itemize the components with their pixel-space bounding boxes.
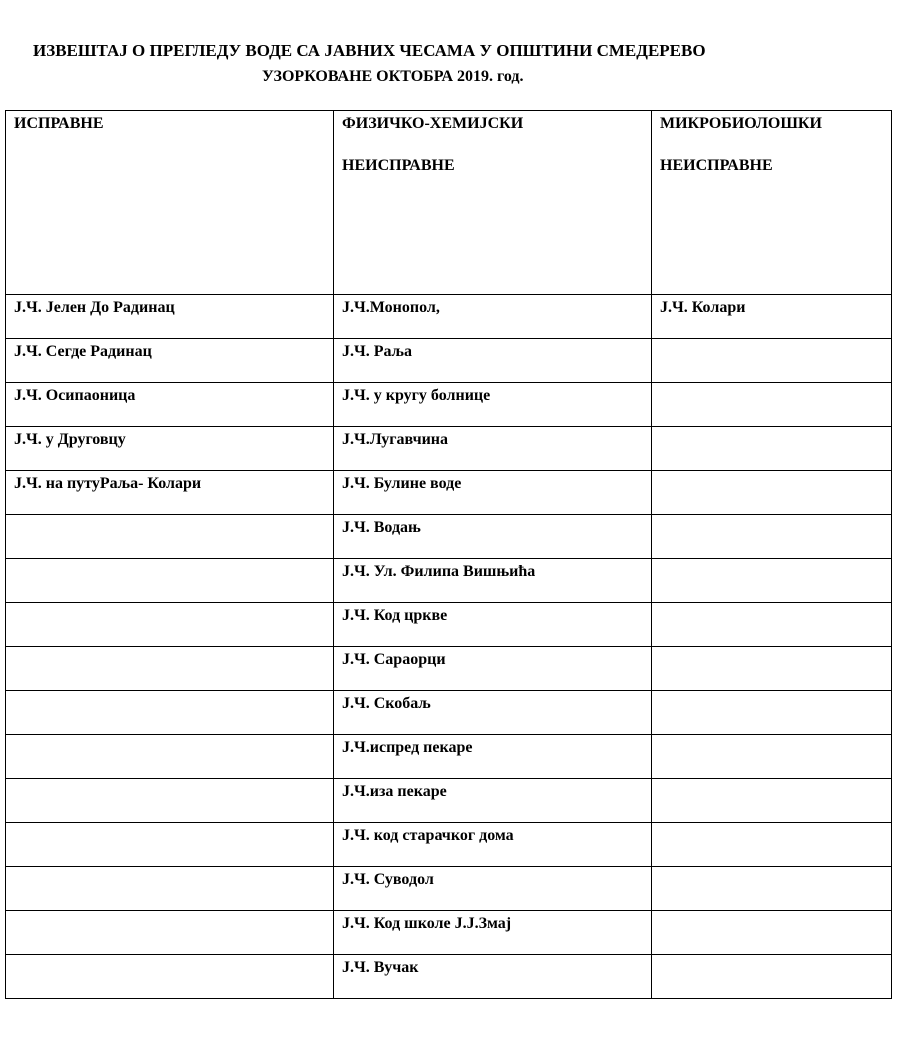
table-cell-mikrobioloski-neispravne (652, 735, 892, 779)
table-cell-fizicko-hemijski-neispravne: Ј.Ч. Вучак (334, 955, 652, 999)
header-row (6, 111, 892, 295)
table-row (6, 603, 892, 647)
table-cell-ispravne (6, 911, 334, 955)
table-cell-mikrobioloski-neispravne (652, 603, 892, 647)
table-cell-ispravne (6, 955, 334, 999)
table-cell-ispravne (6, 515, 334, 559)
table-row (6, 779, 892, 823)
table-cell-fizicko-hemijski-neispravne: Ј.Ч. код старачког дома (334, 823, 652, 867)
table-cell-ispravne (6, 647, 334, 691)
table-cell-ispravne: Ј.Ч. Јелен До Радинац (6, 295, 334, 339)
table-cell-fizicko-hemijski-neispravne: Ј.Ч. Булине воде (334, 471, 652, 515)
table-cell-ispravne (6, 823, 334, 867)
table-cell-fizicko-hemijski-neispravne: Ј.Ч. Ул. Филипа Вишњића (334, 559, 652, 603)
header-label: МИКРОБИОЛОШКИ (660, 115, 822, 132)
header-sublabel: НЕИСПРАВНЕ (342, 157, 455, 174)
table-cell-fizicko-hemijski-neispravne: Ј.Ч. Водањ (334, 515, 652, 559)
report-table-body (6, 111, 892, 999)
table-cell-mikrobioloski-neispravne (652, 955, 892, 999)
table-row (6, 559, 892, 603)
table-row (6, 867, 892, 911)
table-cell-ispravne: Ј.Ч. у Друговцу (6, 427, 334, 471)
table-row (6, 955, 892, 999)
header-cell-mikrobioloski (652, 111, 892, 295)
table-cell-fizicko-hemijski-neispravne: Ј.Ч. Раља (334, 339, 652, 383)
table-cell-mikrobioloski-neispravne (652, 515, 892, 559)
table-cell-mikrobioloski-neispravne: Ј.Ч. Колари (652, 295, 892, 339)
table-cell-fizicko-hemijski-neispravne: Ј.Ч. Скобаљ (334, 691, 652, 735)
table-cell-fizicko-hemijski-neispravne: Ј.Ч.Монопол, (334, 295, 652, 339)
table-cell-fizicko-hemijski-neispravne: Ј.Ч. Код цркве (334, 603, 652, 647)
table-cell-ispravne (6, 867, 334, 911)
table-cell-fizicko-hemijski-neispravne: Ј.Ч.Лугавчина (334, 427, 652, 471)
report-title-line-2: УЗОРКОВАНЕ ОКТОБРА 2019. год. (262, 68, 524, 85)
header-cell-ispravne (6, 111, 334, 295)
table-row (6, 647, 892, 691)
header-label: ИСПРАВНЕ (14, 115, 104, 132)
table-row (6, 911, 892, 955)
header-label: ФИЗИЧКО-ХЕМИЈСКИ (342, 115, 524, 132)
table-cell-fizicko-hemijski-neispravne: Ј.Ч. Суводол (334, 867, 652, 911)
table-row (6, 295, 892, 339)
table-cell-fizicko-hemijski-neispravne: Ј.Ч. Код школе Ј.Ј.Змај (334, 911, 652, 955)
table-cell-mikrobioloski-neispravne (652, 427, 892, 471)
table-row (6, 735, 892, 779)
table-cell-mikrobioloski-neispravne (652, 867, 892, 911)
table-cell-mikrobioloski-neispravne (652, 471, 892, 515)
fountains-report-table (5, 110, 892, 999)
table-row (6, 691, 892, 735)
table-cell-mikrobioloski-neispravne (652, 823, 892, 867)
table-cell-ispravne: Ј.Ч. на путуРаља- Колари (6, 471, 334, 515)
table-cell-fizicko-hemijski-neispravne: Ј.Ч.иза пекаре (334, 779, 652, 823)
table-cell-ispravne (6, 779, 334, 823)
table-cell-mikrobioloski-neispravne (652, 339, 892, 383)
table-cell-fizicko-hemijski-neispravne: Ј.Ч. Сараорци (334, 647, 652, 691)
header-cell-fizicko-hemijski (334, 111, 652, 295)
header-sublabel: НЕИСПРАВНЕ (660, 157, 773, 174)
table-cell-mikrobioloski-neispravne (652, 383, 892, 427)
table-row (6, 427, 892, 471)
table-row (6, 823, 892, 867)
table-cell-mikrobioloski-neispravne (652, 779, 892, 823)
table-cell-ispravne: Ј.Ч. Сегде Радинац (6, 339, 334, 383)
table-cell-mikrobioloski-neispravne (652, 911, 892, 955)
table-cell-fizicko-hemijski-neispravne: Ј.Ч.испред пекаре (334, 735, 652, 779)
table-cell-ispravne (6, 691, 334, 735)
table-row (6, 383, 892, 427)
table-row (6, 471, 892, 515)
table-cell-ispravne: Ј.Ч. Осипаоница (6, 383, 334, 427)
table-row (6, 339, 892, 383)
table-row (6, 515, 892, 559)
table-cell-ispravne (6, 735, 334, 779)
table-cell-ispravne (6, 559, 334, 603)
table-cell-ispravne (6, 603, 334, 647)
table-cell-mikrobioloski-neispravne (652, 559, 892, 603)
report-title-line-1: ИЗВЕШТАЈ О ПРЕГЛЕДУ ВОДЕ СА ЈАВНИХ ЧЕСАМА У ОПШТИНИ СМЕДЕРЕВО (33, 41, 706, 60)
table-cell-mikrobioloski-neispravne (652, 647, 892, 691)
table-cell-mikrobioloski-neispravne (652, 691, 892, 735)
table-cell-fizicko-hemijski-neispravne: Ј.Ч. у кругу болнице (334, 383, 652, 427)
